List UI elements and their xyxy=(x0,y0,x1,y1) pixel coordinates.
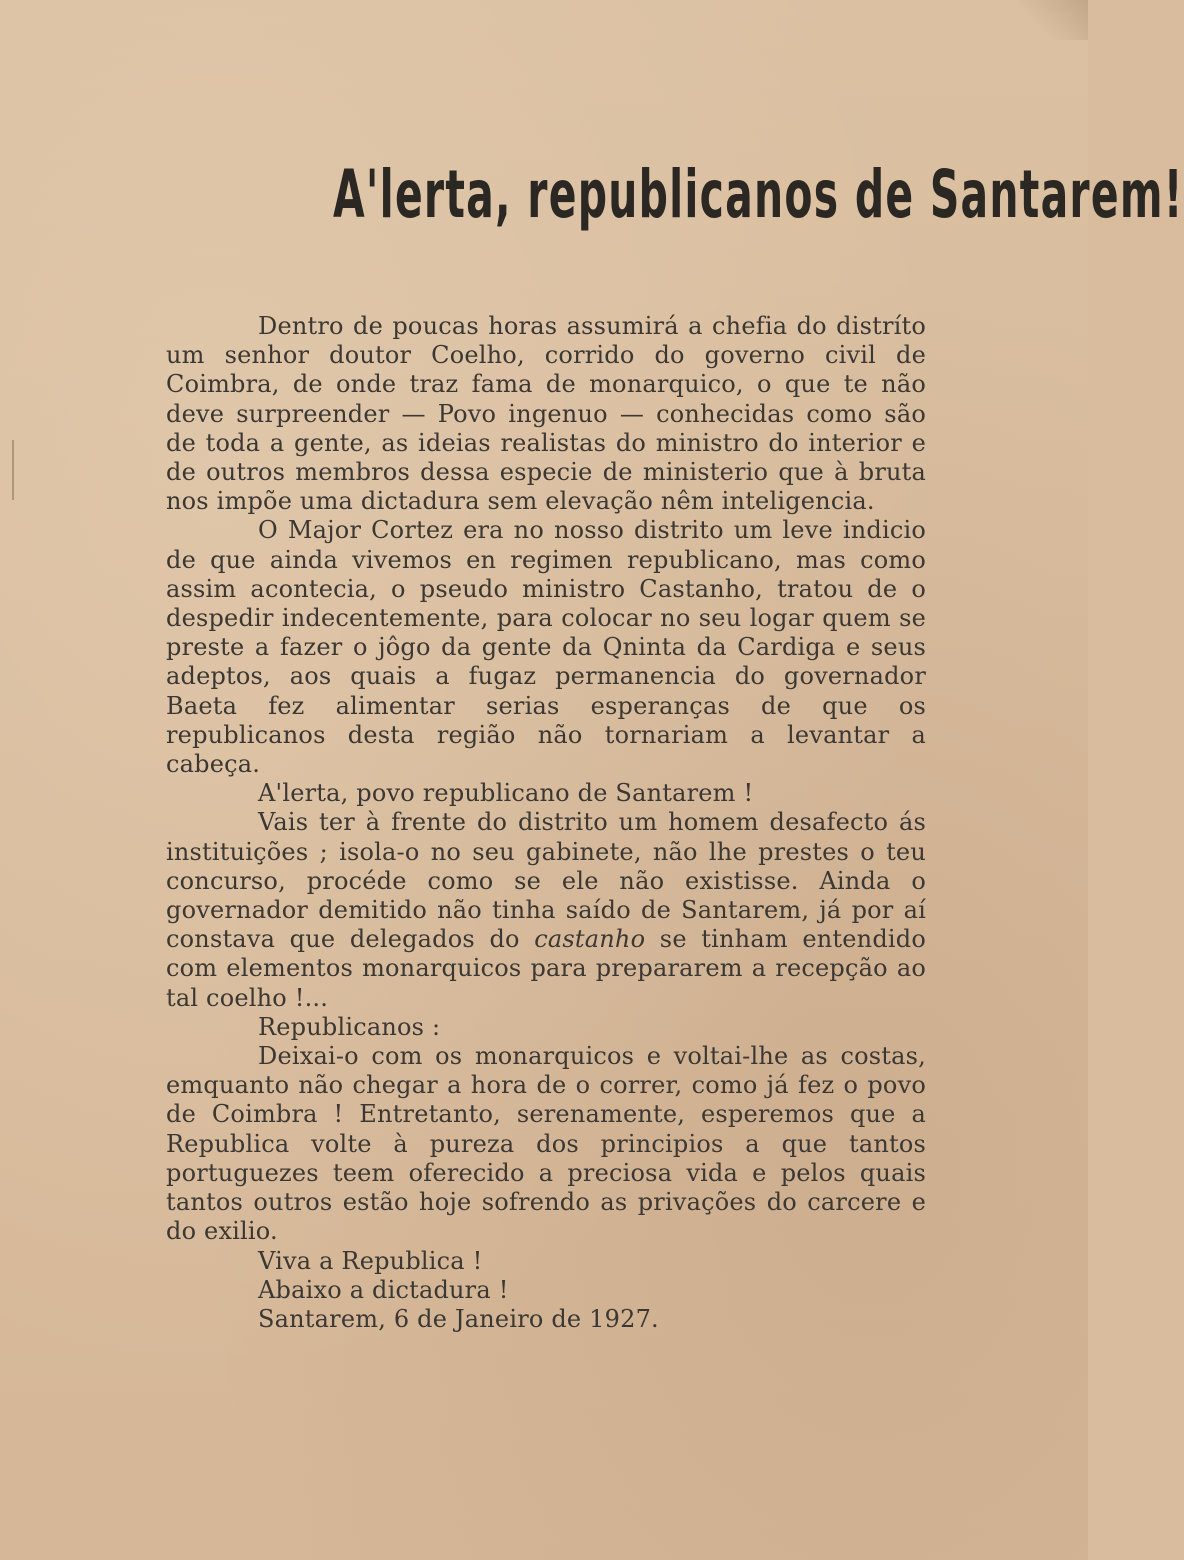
paper-edge-mark xyxy=(12,440,14,500)
body-paragraph: A'lerta, povo republicano de Santarem ! xyxy=(258,779,754,808)
paper-corner-fold xyxy=(1018,0,1088,40)
body-paragraph: Republicanos : xyxy=(258,1012,441,1041)
closing-line: Viva a Republica ! xyxy=(258,1246,483,1275)
body-text-run: se tinham entendido com elementos monarquicos para prepararem a recepção ao tal coelho !... xyxy=(166,925,926,1012)
body-paragraph xyxy=(166,808,926,1012)
body-text-italic: castanho xyxy=(534,925,646,954)
document-body xyxy=(166,312,926,1334)
date-line: Santarem, 6 de Janeiro de 1927. xyxy=(258,1304,659,1333)
body-text-run: Vais ter à frente do distrito um homem desafecto ás instituições ; isola-o no seu gabinete, não lhe prestes o teu concurso, procéde como se ele não existisse. Ainda o governador demitido não tinha saído de Santarem, já por aí constava que delegados do xyxy=(166,808,926,954)
document-title: A'lerta, republicanos de Santarem! xyxy=(333,156,1184,233)
body-paragraph: Deixai-o com os monarquicos e voltai-lhe as costas, emquanto não chegar a hora de o correr, como já fez o povo de Coimbra ! Entretanto, serenamente, esperemos que a Republica volte à pureza dos principios a que tantos portuguezes teem oferecido a preciosa vida e pelos quais tantos outros estão hoje sofrendo as privações do carcere e do exilio. xyxy=(166,1042,926,1246)
closing-line: Abaixo a dictadura ! xyxy=(258,1275,509,1304)
body-paragraph: O Major Cortez era no nosso distrito um leve indicio de que ainda vivemos en regimen republicano, mas como assim acontecia, o pseudo ministro Castanho, tratou de o despedir indecentemente, para colocar no seu logar quem se preste a fazer o jôgo da gente da Qninta da Cardiga e seus adeptos, aos quais a fugaz permanencia do governador Baeta fez alimentar serias esperanças de que os republicanos desta região não tornariam a levantar a cabeça. xyxy=(166,516,926,779)
body-paragraph: Dentro de poucas horas assumirá a chefia do distríto um senhor doutor Coelho, corrido do governo civil de Coimbra, de onde traz fama de monarquico, o que te não deve surpreender — Povo ingenuo — conhecidas como são de toda a gente, as ideias realistas do ministro do interior e de outros membros dessa especie de ministerio que à bruta nos impõe uma dictadura sem elevação nêm inteligencia. xyxy=(166,312,926,516)
